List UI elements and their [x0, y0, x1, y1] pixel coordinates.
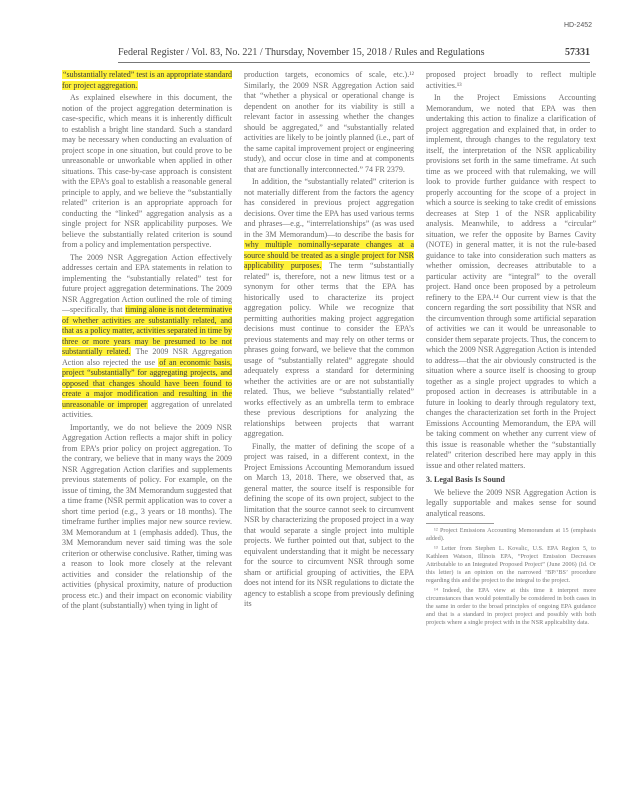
highlighted-text: why multiple nominally-separate changes at a source should be treated as a single project for NSR applicability purposes. [244, 240, 414, 270]
text-run: aggregation of unrelated activities. [62, 399, 232, 419]
text-run: The 2009 NSR Aggregation Action effectively addresses certain and EPA statements in relation to implementing the “substantially related” test for future project aggregation determinations. The 2009 NSR Aggregation Action outlined the role of timing—specifically, that [62, 252, 232, 314]
text-columns [62, 70, 596, 780]
header-citation: Federal Register / Vol. 83, No. 221 / Thursday, November 15, 2018 / Rules and Regulations [118, 47, 485, 58]
text-run: The term “substantially related” is, therefore, not a new litmus test or a synonym for other terms that the EPA has historically used to characterize its project aggregation policy. While we recognize that permitting authorities making project aggregation decisions must continue to consider the EPA’s previous statements and may rely on other terms or phrases going forward, we believe that the common usage of “substantially related” aggregate should adequately express a standard for determining whether the activities are or are not substantially related. Thus, we believe “substantially related” works effectively as an umbrella term to embrace these previous descriptions for analyzing the relationships between projects that warrant aggregation. [244, 261, 414, 438]
paragraph [62, 253, 232, 421]
paragraph [244, 177, 414, 440]
paragraph: As explained elsewhere in this document, the notion of the project aggregation determination is case-specific, which means it is inherently difficult to establish a bright line standard. Such a standard may be necessary when conducting an evaluation of project scope in one situation, but could prove to be unreasonable or unworkable when applied in other situations. This case-by-case approach is consistent with the EPA’s goal to establish a reasonable general principle to apply, and we believe the “substantially related” criterion is an appropriate approach for conducting the “linked” aggregation analysis as a single project for NSR applicability purposes. We believe the substantially related criterion is sound from a policy and implementation perspective. [62, 93, 232, 249]
paragraph: proposed project broadly to reflect multiple activities.¹³ [426, 70, 596, 90]
section-heading: 3. Legal Basis Is Sound [426, 475, 505, 484]
page-header [118, 47, 590, 63]
document-id-stamp: HD-2452 [563, 22, 592, 29]
column-2 [244, 70, 414, 780]
column-1 [62, 70, 232, 780]
paragraph: Finally, the matter of defining the scope of a project was raised, in a different context, in the Project Emissions Accounting Memorandum issued on March 13, 2018. There, we observed that, as general matter, the source itself is responsible for defining the scope of its own project, subject to the limitation that the source cannot seek to circumvent NSR by characterizing the proposed project in a way that would separate a single project into multiple projects. We further pointed out that, subject to the equivalent understanding that it might be necessary for the source to circumvent NSR through some sham or artificial grouping of activities, the EPA does not intend for its NSR regulations to dictate the agency to establish a scope from previously defining its [244, 441, 414, 608]
footnote-divider [426, 523, 494, 524]
footnote: ¹³ Letter from Stephen L. Kovalic, U.S. EPA Region 5, to Kathleen Watson, Illinois EPA, “Project Emission Decreases Attributable to an Integrated Proposed Project” (June 2006) (Id. Or this letter) is an opinion on the narrowed ‘BP/‘BS’ procedure regarding this and the project to the integral to the project. [426, 545, 596, 584]
column-3 [426, 70, 596, 780]
highlighted-text: “substantially related” test is an appropriate standard for project aggregation. [62, 70, 232, 90]
paragraph: production targets, economics of scale, etc.).¹² Similarly, the 2009 NSR Aggregation Action said that “whether a physical or operational change is dependent on another for its viability is still a relevant factor in assessing whether the changes should be aggregated,” and “substantially related activities are likely to be jointly planned (i.e., part of the same capital improvement project or engineering study), and occur close in time and at components that are functionally interconnected.” 74 FR 2379. [244, 70, 414, 174]
paragraph [62, 70, 232, 91]
highlighted-text: of an economic basis, project “substantially” for aggregating projects, and opposed that changes should have been found to create a major modification and resulting in the unreasonable or improper [62, 357, 232, 409]
footnote: ¹⁴ Indeed, the EPA view at this time it interpret more circumstances than would potentially be considered in both cases in the same in order to the broad principles of ongoing EPA guidance and that is a standard in project project and possibly with both projects where a single project with in the NSR applicability data. [426, 587, 596, 626]
paragraph: In the Project Emissions Accounting Memorandum, we noted that EPA was then undertaking this action to finalize a clarification of project aggregation and explained that, in order to implement, through changes to the regulatory text itself, the interpretation of the NSR applicability provisions set forth in the same timeframe. At such time as we proceed with that rulemaking, we will look to provide further guidance with respect to properly accounting for the scope of a project in which a source is seeking to take credit of emissions decreases at Step 1 of the NSR applicability analysis. Meanwhile, to address a “circular” situation, we refer the opposite by Barnes Cavity (NOTE) in general matter, it is not the rule-based guidance to take into consideration such matters as whether omission, decreases attributable to a particular activity are “integral” to the overall project. Hand once been proposed by a petroleum refinery to the EPA.¹⁴ Our current view is that the concern regarding the sort possibility that NSR and the circumvention through some artificial separation of activities we can it would be unreasonable to consider them separate projects. Thus, the concern to which the 2009 NSR Aggregation Action is intended to address—that the air obviously constructed is the situation where a source itself is choosing to group together as a single project upgrades to which a proposed action in decreases is attributable in a future in looking to dearly through regulatory text, changes the characterization set forth in the Project Emissions Accounting Memorandum, the EPA will be taking comment on whether any current view of this issue is reasonable whether the “substantially related” criterion described here may apply in this issue and other related matters. [426, 93, 596, 470]
footnote: ¹² Project Emissions Accounting Memorandum at 15 (emphasis added). [426, 527, 596, 542]
text-run: In addition, the “substantially related” criterion is not materially different from the factors the agency has considered in previous project aggregation decisions. Over time the EPA has used various terms and phrases—e.g., “interrelationships” (as was used in the 3M Memorandum)—to describe the basis for [244, 177, 414, 239]
paragraph: Importantly, we do not believe the 2009 NSR Aggregation Action reflects a major shift in policy from EPA’s prior policy on project aggregation. To the contrary, we believe that in many ways the 2009 NSR Aggregation Action clarifies and supplements previous statements of policy. For example, on the issue of timing, the 3M Memorandum suggested that a time frame (NSR permit application was to cover a short time period (e.g., 3 years or 18 months). The timeframe further implies major new source review. 3M Memorandum at 1 (emphasis added). Thus, the 3M Memorandum never said timing was the sole criterion or otherwise conclusive. Rather, timing was a reason to look more closely at the relevant activities and consider the relationship of the activities (physical proximity, nature of production process etc.) and their impact on economic viability of the plant (substantially) when tying in light of [62, 422, 232, 610]
header-page-number: 57331 [565, 47, 590, 58]
text-run: The 2009 NSR Aggregation Action also rejected the use [62, 347, 232, 367]
paragraph: We believe the 2009 NSR Aggregation Action is legally supportable and makes sense for sound analytical reasons. [426, 487, 596, 518]
highlighted-text: timing alone is not determinative of whether activities are substantially related, and that as a policy matter, activities separated in time by three or more years may be presumed to be not substantially related. [62, 305, 232, 356]
